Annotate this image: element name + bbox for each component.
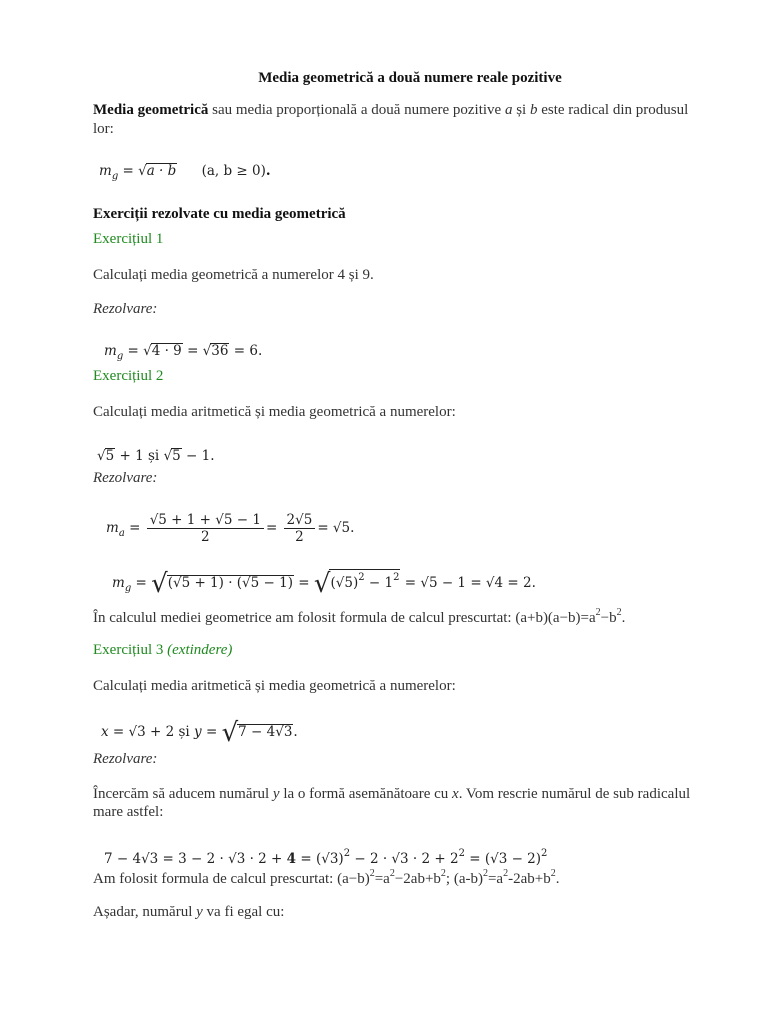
formula-eq: = √ (118, 163, 147, 179)
ex3-formula: x = √3 + 2 și y = √7 − 4√3. (101, 718, 298, 748)
mg-sub: g (124, 583, 132, 594)
ex3-note: Am folosit formula de calcul prescurtat: $(a-b)^2=a^2-2ab+b^2$; $(a-b)^2=a^2-2ab+b^2$. (93, 868, 560, 887)
ex3-x: x (101, 724, 109, 740)
ma-sub: a (118, 528, 125, 539)
ex3-paragraph-line-2: mare astfel: (93, 804, 164, 820)
ex3-end: . (293, 724, 298, 740)
ex3-note-m2: −2ab+b (394, 871, 441, 887)
ex2-part1: + 1 și √ (115, 448, 173, 464)
ex3-last-y: y (196, 904, 203, 920)
mg-m: m (112, 575, 125, 591)
ex2-numbers: √5 + 1 și √5 − 1. (97, 448, 215, 464)
section-heading: Exerciții rezolvate cu media geometrică (93, 206, 346, 222)
ex3-y: y (194, 724, 202, 740)
formula-radicand: a · b (146, 163, 177, 179)
exp-d: = (√3 − 2) (464, 851, 542, 867)
ma-num2: 2√5 (284, 512, 316, 529)
ex1-rad2: 36 (211, 343, 229, 359)
ex1-formula (104, 342, 262, 366)
ma-den1: 2 (201, 529, 210, 545)
ex3-para-c: . Vom rescrie numărul de sub radicalul (458, 786, 691, 802)
ma-end: = √5. (317, 520, 355, 536)
ex2-note-post: . (621, 610, 626, 626)
mg-inner2a: (√5) (330, 575, 359, 591)
ex2-rad1: 5 (105, 448, 115, 464)
ex3-heading-text: Exercițiul 3 (93, 642, 168, 658)
formula-condition: (a, b ≥ 0) (201, 163, 266, 179)
ex3-para-x: x (452, 786, 459, 802)
ma-m: m (106, 520, 119, 536)
ex3-resolve-label: Rezolvare: (93, 751, 158, 767)
ma-frac-1 (147, 512, 264, 545)
ex1-eq2: = √ (182, 343, 212, 359)
ex2-resolve-label: Rezolvare: (93, 470, 158, 486)
ex1-eq1: = √ (123, 343, 152, 359)
ex3-radicand: 7 − 4√3 (238, 724, 293, 740)
ex3-statement: Calculați media aritmetică și media geometrică a numerelor: (93, 678, 456, 694)
ex3-para-b: la o formă asemănătoare cu (279, 786, 453, 802)
ex1-m: m (104, 343, 117, 359)
mg-inner: (√5 + 1) · (√5 − 1) (167, 575, 293, 591)
intro-line-1 (93, 101, 688, 119)
var-b: b (529, 102, 538, 118)
ex1-end: = 6. (229, 343, 263, 359)
ex1-rad1: 4 · 9 (151, 343, 182, 359)
ma-num1: √5 + 1 + √5 − 1 (147, 512, 264, 529)
ex3-note-m5: -2ab+b (508, 871, 551, 887)
ex2-mg-formula: $m_g = √(√5 + 1) \cdot (√5 - 1) = √(√5)^2 - 1^2 = √5 - 1 = √4 = 2$. (112, 569, 536, 599)
ex3-part1: = √3 + 2 și (108, 724, 195, 740)
ex2-part2: − 1. (181, 448, 215, 464)
ex2-rad2: 5 (172, 448, 181, 464)
exp-c: − 2 · √3 · 2 + 2 (350, 851, 459, 867)
ex3-part2: = (201, 724, 222, 740)
ex2-note-mid: −b (600, 610, 617, 626)
ex3-paragraph-line-1 (93, 785, 690, 803)
intro-line-2: lor: (93, 121, 114, 137)
ex1-heading: Exercițiul 1 (93, 231, 164, 247)
ex3-heading-italic: (extindere) (167, 642, 233, 658)
ma-frac-2 (284, 512, 316, 545)
exp-b: = (√3) (296, 851, 344, 867)
intro-bold: Media geometrică (93, 102, 209, 118)
formula-end: . (265, 163, 271, 179)
ex3-note-m4: =a (487, 871, 504, 887)
ex3-expansion: $7 - 4√3 = 3 - 2 \cdot √3 \cdot 2 + 4 = (√3)^2 - 2 \cdot √3 \cdot 2 + 2^2 = (√3 - 2)^2$ (104, 848, 548, 867)
ex3-note-pre: Am folosit formula de calcul prescurtat: (a−b) (93, 871, 370, 887)
ex2-statement: Calculați media aritmetică și media geometrică a numerelor: (93, 404, 456, 420)
mg-end: = √5 − 1 = √4 = 2. (400, 575, 536, 591)
intro-text-2: este radical din produsul (537, 102, 689, 118)
ex2-note-pre: În calculul mediei geometrice am folosit formula de calcul prescurtat: (a+b)(a−b)=a (93, 610, 596, 626)
ex3-last-a: Așadar, numărul (93, 904, 197, 920)
ex2-note: În calculul mediei geometrice am folosit formula de calcul prescurtat: $(a+b)(a-b)=a^2-b^2$. (93, 607, 626, 626)
ex1-statement: Calculați media geometrică a numerelor 4 și 9. (93, 267, 374, 283)
var-a: a (504, 102, 513, 118)
exp-four: 4 (286, 851, 297, 867)
ex3-note-m3: ; (a-b) (445, 871, 483, 887)
ex3-para-a: Încercăm să aducem numărul (93, 786, 273, 802)
ex3-para-y: y (272, 786, 280, 802)
ex3-heading (93, 641, 232, 659)
ex1-sub: g (116, 351, 124, 362)
ma-den2: 2 (295, 529, 304, 545)
ex3-note-m1: =a (374, 871, 390, 887)
ex3-note-post: . (555, 871, 560, 887)
ex2-ma-formula: $m_a$ = $\frac{√5 + 1 + √5 - 1}{2}$ = $\frac{2√5}{2}$ = √5. (106, 512, 355, 545)
intro-text: sau media proporțională a două numere pozitive (208, 102, 505, 118)
mg-inner2b: − 1 (364, 575, 394, 591)
document-title: Media geometrică a două numere reale pozitive (258, 70, 562, 86)
intro-si: și (512, 102, 530, 118)
ex2-heading: Exercițiul 2 (93, 368, 164, 384)
definition-formula (99, 162, 271, 186)
ex3-last-b: va fi egal cu: (202, 904, 285, 920)
ex1-resolve-label: Rezolvare: (93, 301, 158, 317)
formula-m: m (99, 163, 112, 179)
ex3-conclusion (93, 903, 284, 921)
exp-a: 7 − 4√3 = 3 − 2 · √3 · 2 + (104, 851, 287, 867)
formula-sub: g (111, 171, 119, 182)
